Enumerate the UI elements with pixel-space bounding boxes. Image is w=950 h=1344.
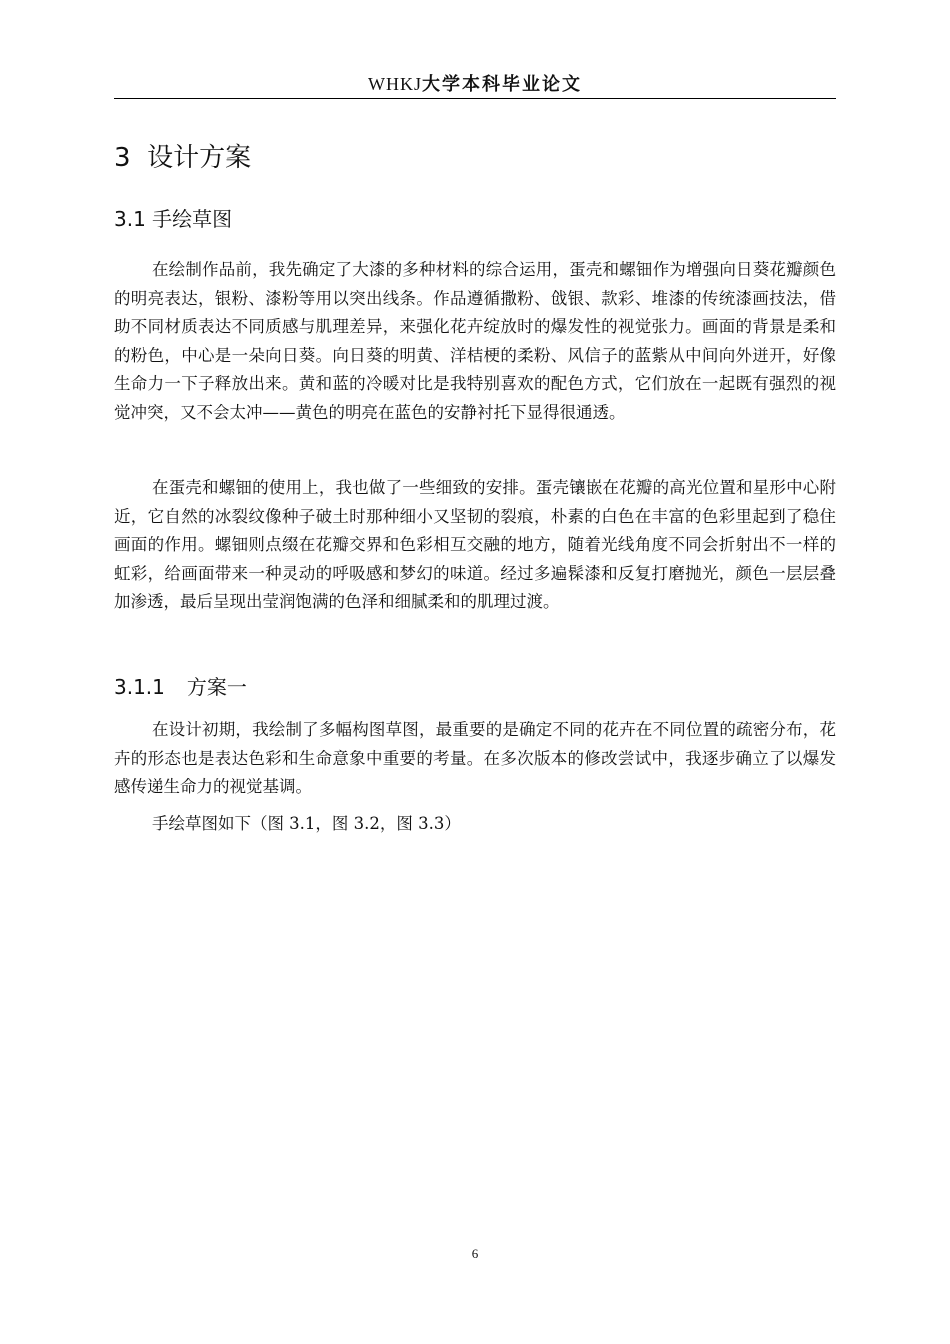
- header-title: 大学本科毕业论文: [422, 74, 582, 95]
- subsection-heading: [114, 672, 247, 702]
- running-header: [114, 70, 836, 99]
- page-number: 6: [471, 1246, 479, 1261]
- section-heading: 3.1 手绘草图: [114, 207, 233, 231]
- chapter-number: 3: [114, 143, 131, 173]
- body-paragraph-1: 在绘制作品前，我先确定了大漆的多种材料的综合运用，蛋壳和螺钿作为增强向日葵花瓣颜色的明亮表达，银粉、漆粉等用以突出线条。作品遵循撒粉、戗银、款彩、堆漆的传统漆画技法，借助不同材质表达不同质感与肌理差异，来强化花卉绽放时的爆发性的视觉张力。画面的背景是柔和的粉色，中心是一朵向日葵。向日葵的明黄、洋桔梗的柔粉、风信子的蓝紫从中间向外迸开，好像生命力一下子释放出来。黄和蓝的冷暖对比是我特别喜欢的配色方式，它们放在一起既有强烈的视觉冲突，又不会太冲——黄色的明亮在蓝色的安静衬托下显得很通透。: [114, 260, 836, 422]
- subsection-title: 方案一: [186, 675, 247, 699]
- chapter-title: 设计方案: [147, 143, 252, 173]
- body-paragraph-4: 手绘草图如下（图 3.1，图 3.2，图 3.3）: [151, 814, 461, 833]
- chapter-heading: [114, 140, 251, 176]
- header-divider: [114, 98, 836, 99]
- body-paragraph-2: 在蛋壳和螺钿的使用上，我也做了一些细致的安排。蛋壳镶嵌在花瓣的高光位置和星形中心附近，它自然的冰裂纹像种子破土时那种细小又坚韧的裂痕，朴素的白色在丰富的色彩里起到了稳住画面的作用。螺钿则点缀在花瓣交界和色彩相互交融的地方，随着光线角度不同会折射出不一样的虹彩，给画面带来一种灵动的呼吸感和梦幻的味道。经过多遍髹漆和反复打磨抛光，颜色一层层叠加渗透，最后呈现出莹润饱满的色泽和细腻柔和的肌理过渡。: [114, 478, 836, 612]
- body-paragraph-3: 在设计初期，我绘制了多幅构图草图，最重要的是确定不同的花卉在不同位置的疏密分布，花卉的形态也是表达色彩和生命意象中重要的考量。在多次版本的修改尝试中，我逐步确立了以爆发感传递生命力的视觉基调。: [114, 720, 836, 797]
- subsection-number: 3.1.1: [114, 675, 165, 699]
- header-school-code: WHKJ: [368, 74, 422, 94]
